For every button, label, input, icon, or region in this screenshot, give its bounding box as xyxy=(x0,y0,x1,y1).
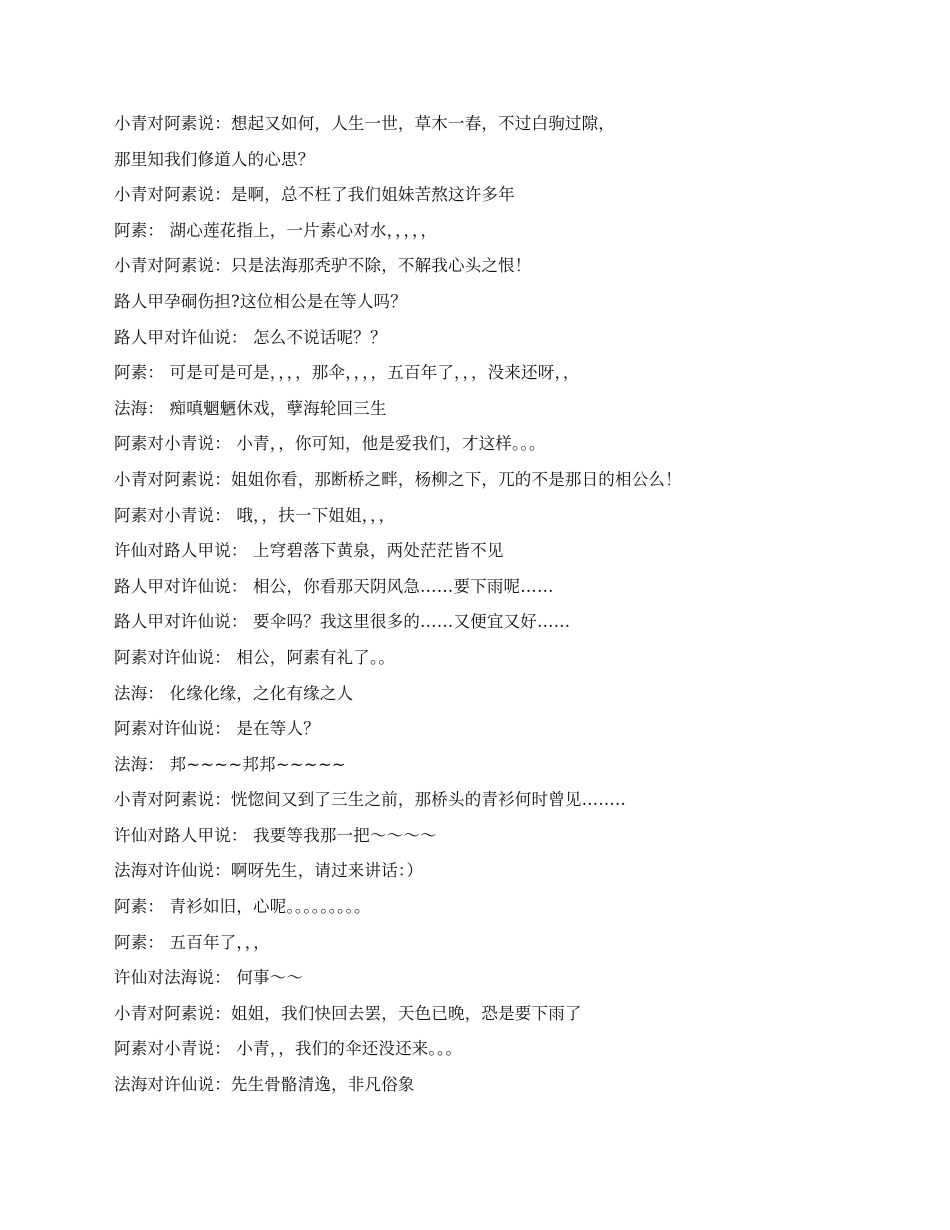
dialogue-line: 阿素： 五百年了，，， xyxy=(114,932,270,952)
dialogue-line: 阿素对小青说： 小青，，我们的伞还没还来。。。 xyxy=(114,1039,463,1059)
dialogue-line: 阿素对小青说： 哦，，扶一下姐姐，，， xyxy=(114,505,396,525)
dialogue-line: 小青对阿素说：只是法海那秃驴不除，不解我心头之恨！ xyxy=(114,256,532,276)
dialogue-line: 那里知我们修道人的心思？ xyxy=(114,149,315,169)
dialogue-line: 法海： 化缘化缘，之化有缘之人 xyxy=(114,683,354,703)
dialogue-line: 路人甲对许仙说： 要伞吗？我这里很多的……又便宜又好…… xyxy=(114,612,571,632)
dialogue-line: 阿素对小青说： 小青，，你可知，他是爱我们，才这样。。。 xyxy=(114,434,546,454)
dialogue-line: 小青对阿素说：是啊，总不枉了我们姐妹苦熬这许多年 xyxy=(114,185,515,205)
dialogue-line: 许仙对路人甲说： 上穹碧落下黄泉，两处茫茫皆不见 xyxy=(114,541,504,561)
dialogue-line: 阿素对许仙说： 是在等人？ xyxy=(114,719,320,739)
dialogue-line: 阿素对许仙说： 相公，阿素有礼了。。 xyxy=(114,647,396,667)
dialogue-text-block xyxy=(114,110,894,1107)
dialogue-line: 路人甲孕硐伤担?这位相公是在等人吗？ xyxy=(114,291,407,311)
dialogue-line: 小青对阿素说：姐姐你看，那断桥之畔，杨柳之下，兀的不是那日的相公么！ xyxy=(114,469,682,489)
dialogue-line: 阿素： 湖心莲花指上，一片素心对水，，，，， xyxy=(114,220,438,240)
dialogue-line: 小青对阿素说：恍惚间又到了三生之前，那桥头的青衫何时曾见…….. xyxy=(114,790,626,810)
dialogue-line: 阿素： 青衫如旧，心呢。。。。。。。。。 xyxy=(114,897,371,917)
dialogue-line: 阿素： 可是可是可是，，，，那伞，，，，五百年了，，，没来还呀，， xyxy=(114,363,580,383)
dialogue-line: 小青对阿素说：想起又如何，人生一世，草木一春，不过白驹过隙， xyxy=(114,114,615,133)
dialogue-line: 法海： 痴嗔魍魉休戏，孽海轮回三生 xyxy=(114,398,387,418)
dialogue-line: 许仙对路人甲说： 我要等我那一把～～～～ xyxy=(114,825,437,845)
dialogue-line: 法海对许仙说：啊呀先生，请过来讲话：） xyxy=(114,861,424,881)
dialogue-line: 路人甲对许仙说： 怎么不说话呢？？ xyxy=(114,327,387,347)
dialogue-line: 路人甲对许仙说： 相公，你看那天阴风急……要下雨呢…… xyxy=(114,576,554,596)
dialogue-line: 许仙对法海说： 何事～～ xyxy=(114,968,304,988)
dialogue-line: 小青对阿素说：姐姐，我们快回去罢，天色已晚，恐是要下雨了 xyxy=(114,1003,582,1023)
dialogue-line: 法海对许仙说：先生骨骼清逸，非凡俗象 xyxy=(114,1075,415,1095)
dialogue-line: 法海： 邦~~~~邦邦~~~~~ xyxy=(114,754,346,774)
